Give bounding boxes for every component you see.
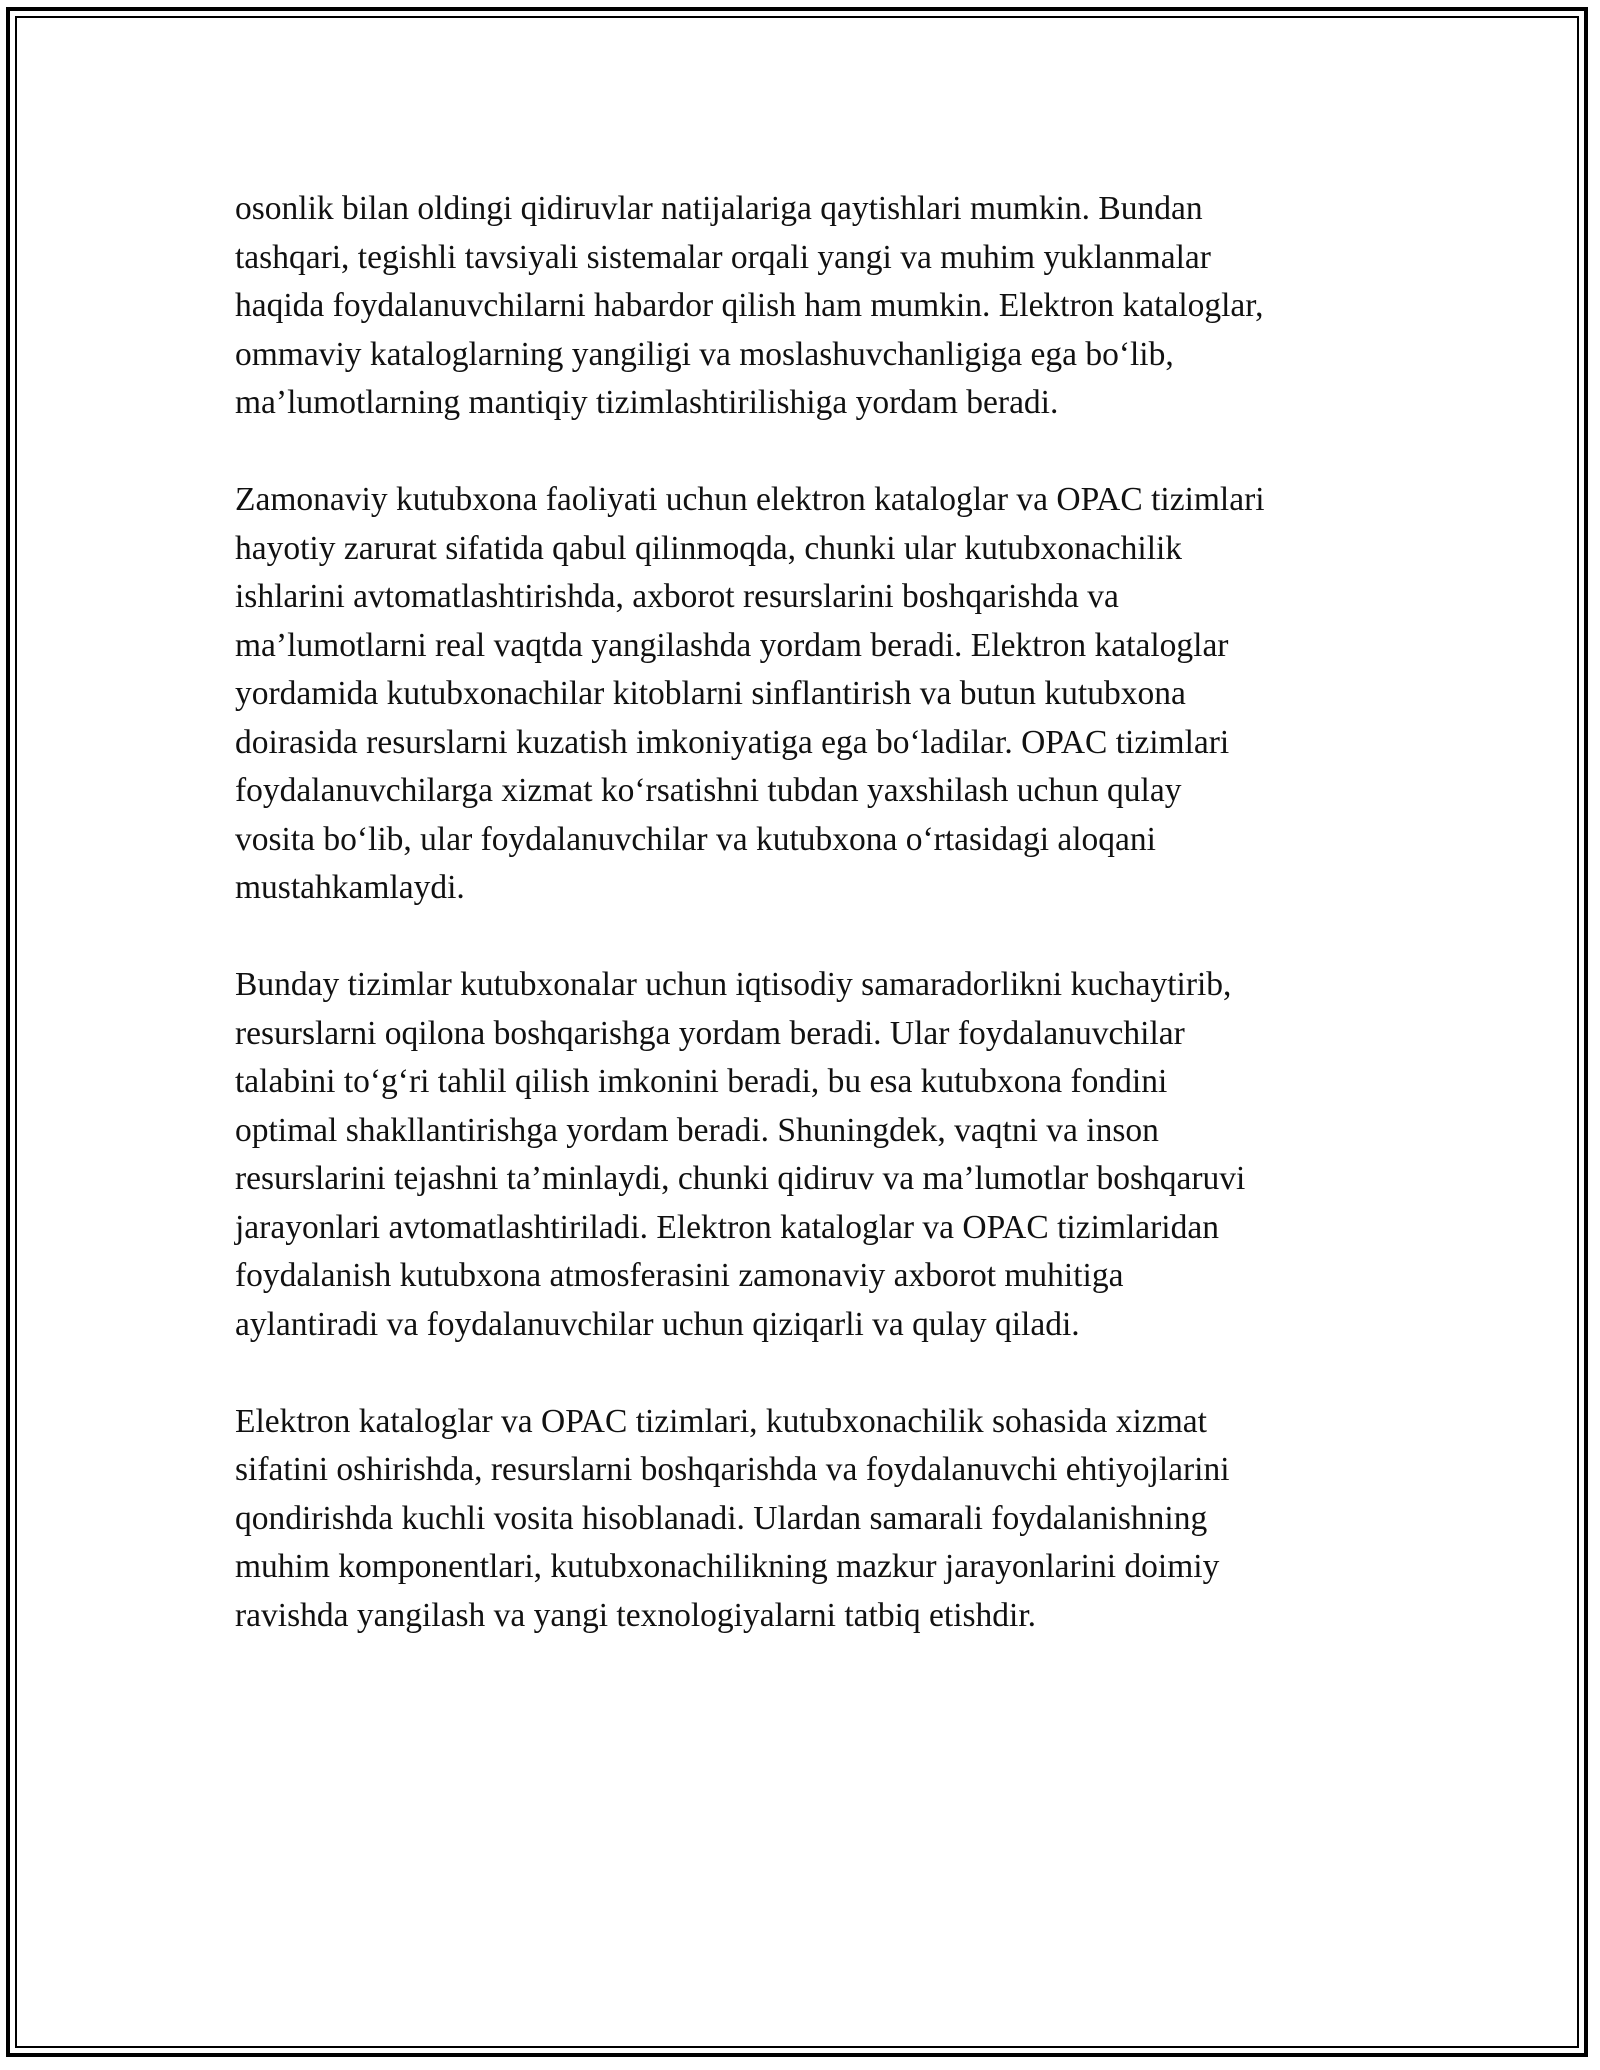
text-line: foydalanuvchilarga xizmat ko‘rsatishni tubdan yaxshilash uchun qulay <box>235 772 1182 809</box>
text-line: ravishda yangilash va yangi texnologiyalarni tatbiq etishdir. <box>235 1596 1037 1634</box>
text-line: aylantiradi va foydalanuvchilar uchun qiziqarli va qulay qiladi. <box>235 1305 1080 1343</box>
text-line: Bunday tizimlar kutubxonalar uchun iqtisodiy samaradorlikni kuchaytirib, <box>235 966 1232 1003</box>
paragraph <box>235 1398 1375 1641</box>
text-line: sifatini oshirishda, resurslarni boshqarishda va foydalanuvchi ehtiyojlarini <box>235 1451 1230 1488</box>
text-line: resurslarini tejashni ta’minlaydi, chunki qidiruv va ma’lumotlar boshqaruvi <box>235 1160 1246 1197</box>
text-line: ommaviy kataloglarning yangiligi va moslashuvchanligiga ega bo‘lib, <box>235 335 1174 373</box>
text-line: osonlik bilan oldingi qidiruvlar natijalariga qaytishlari mumkin. Bundan <box>235 190 1203 227</box>
text-line: doirasida resurslarni kuzatish imkoniyatiga ega bo‘ladilar. OPAC tizimlari <box>235 723 1230 761</box>
text-line: haqida foydalanuvchilarni habardor qilish ham mumkin. Elektron kataloglar, <box>235 287 1264 324</box>
text-line: muhim komponentlari, kutubxonachilikning mazkur jarayonlarini doimiy <box>235 1548 1220 1585</box>
text-line: yordamida kutubxonachilar kitoblarni sinflantirish va butun kutubxona <box>235 675 1186 712</box>
text-line: optimal shakllantirishga yordam beradi. Shuningdek, vaqtni va inson <box>235 1111 1159 1149</box>
text-line: ishlarini avtomatlashtirishda, axborot resurslarini boshqarishda va <box>235 578 1119 615</box>
text-line: Elektron kataloglar va OPAC tizimlari, kutubxonachilik sohasida xizmat <box>235 1402 1207 1440</box>
paragraph <box>235 961 1375 1349</box>
text-line: mustahkamlaydi. <box>235 869 465 906</box>
text-line: resurslarni oqilona boshqarishga yordam beradi. Ular foydalanuvchilar <box>235 1014 1185 1052</box>
document-body <box>235 185 1375 1689</box>
text-line: qondirishda kuchli vosita hisoblanadi. Ulardan samarali foydalanishning <box>235 1499 1208 1537</box>
text-line: Zamonaviy kutubxona faoliyati uchun elektron kataloglar va OPAC tizimlari <box>235 481 1265 518</box>
text-line: ma’lumotlarni real vaqtda yangilashda yordam beradi. Elektron kataloglar <box>235 626 1229 664</box>
text-line: vosita bo‘lib, ular foydalanuvchilar va kutubxona o‘rtasidagi aloqani <box>235 820 1156 858</box>
text-line: ma’lumotlarning mantiqiy tizimlashtirilishiga yordam beradi. <box>235 384 1059 421</box>
text-line: hayotiy zarurat sifatida qabul qilinmoqda, chunki ular kutubxonachilik <box>235 529 1183 567</box>
paragraph <box>235 476 1375 913</box>
text-line: tashqari, tegishli tavsiyali sistemalar orqali yangi va muhim yuklanmalar <box>235 238 1211 276</box>
text-line: foydalanish kutubxona atmosferasini zamonaviy axborot muhitiga <box>235 1257 1124 1294</box>
paragraph <box>235 185 1375 428</box>
text-line: talabini to‘g‘ri tahlil qilish imkonini beradi, bu esa kutubxona fondini <box>235 1063 1168 1100</box>
text-line: jarayonlari avtomatlashtiriladi. Elektron kataloglar va OPAC tizimlaridan <box>235 1208 1219 1246</box>
